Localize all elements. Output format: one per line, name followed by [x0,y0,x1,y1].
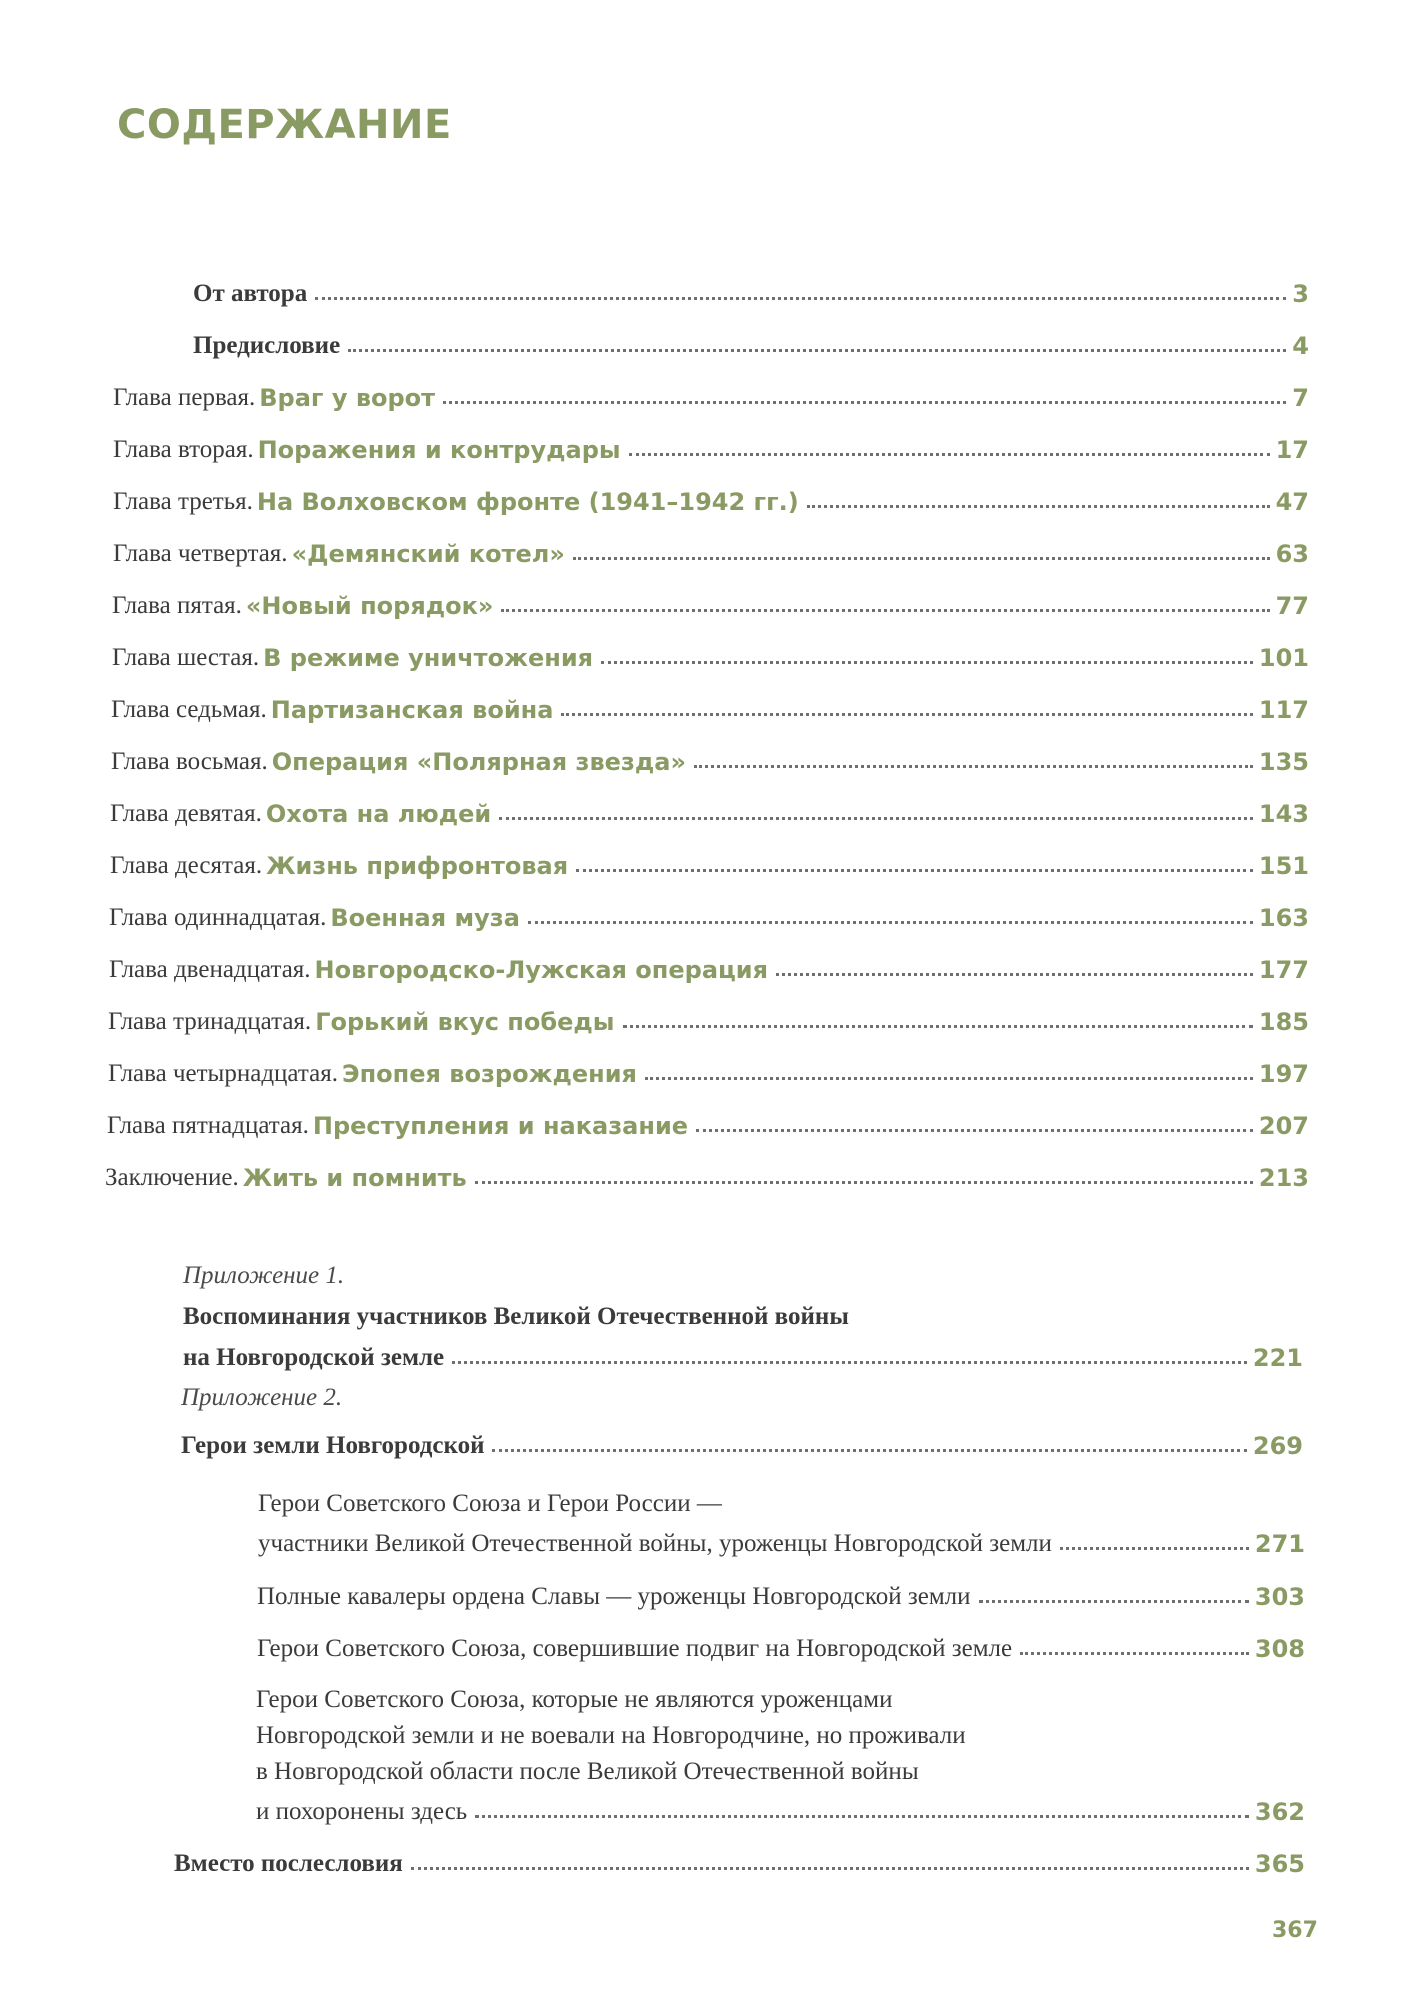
dot-leader [645,1077,1253,1080]
chapter-prefix: Глава десятая. [110,852,263,879]
dot-leader [561,713,1252,716]
toc-chapter-1[interactable] [113,372,1309,412]
page-number: 135 [1258,748,1309,776]
page-number: 269 [1252,1432,1303,1460]
toc-chapter-12[interactable] [109,944,1309,984]
chapter-title: Партизанская война [270,696,554,724]
page-number: 143 [1258,800,1309,828]
dot-leader [528,921,1253,924]
chapter-prefix: Глава седьмая. [111,696,267,723]
page-number: 7 [1292,384,1309,412]
dot-leader [1060,1547,1249,1550]
chapter-title: На Волховском фронте (1941–1942 гг.) [256,488,799,516]
chapter-prefix: Глава двенадцатая. [109,956,311,983]
toc-entry-author[interactable] [193,268,1309,308]
dot-leader [348,349,1286,352]
dot-leader [696,1129,1253,1132]
page-number: 4 [1292,332,1309,360]
dot-leader [629,453,1270,456]
entry-label: на Новгородской земле [183,1344,445,1371]
chapter-title: Жить и помнить [242,1164,467,1192]
page-number: 17 [1275,436,1309,464]
page-number: 3 [1292,280,1309,308]
page-number: 365 [1254,1850,1305,1878]
dot-leader [475,1181,1253,1184]
dot-leader [623,1025,1253,1028]
chapter-prefix: Глава третья. [113,488,253,515]
chapter-prefix: Глава пятая. [112,592,242,619]
entry-label: Герои Советского Союза, совершившие подвиг на Новгородской земле [257,1635,1013,1662]
chapter-prefix: Глава девятая. [110,800,262,827]
page-number: 271 [1254,1530,1305,1558]
toc-chapter-5[interactable] [112,580,1309,620]
toc-appendix-1[interactable] [183,1332,1303,1372]
toc-chapter-13[interactable] [108,996,1309,1036]
dot-leader [694,765,1253,768]
page-number: 47 [1275,488,1309,516]
toc-subentry-2[interactable] [257,1571,1305,1611]
page-number: 213 [1258,1164,1309,1192]
page-number: 362 [1254,1798,1305,1826]
toc-chapter-11[interactable] [109,892,1309,932]
chapter-title: Враг у ворот [259,384,436,412]
chapter-title: Новгородско-Лужская операция [314,956,769,984]
page-number: 221 [1252,1344,1303,1372]
page-number: 151 [1258,852,1309,880]
dot-leader [601,661,1253,664]
page-number: 163 [1258,904,1309,932]
toc-afterword[interactable] [174,1838,1305,1878]
chapter-prefix: Глава шестая. [112,644,260,671]
page-title: СОДЕРЖАНИЕ [117,102,452,148]
entry-label: и похоронены здесь [256,1798,468,1825]
chapter-title: Эпопея возрождения [341,1060,637,1088]
toc-conclusion[interactable] [105,1152,1309,1192]
chapter-prefix: Глава четвертая. [113,540,288,567]
chapter-title: Преступления и наказание [312,1112,689,1140]
chapter-title: Охота на людей [265,800,492,828]
appendix-1-title-line1: Воспоминания участников Великой Отечественной войны [183,1303,849,1330]
toc-subentry-4[interactable] [256,1786,1305,1826]
dot-leader [573,557,1270,560]
dot-leader [452,1361,1247,1364]
page-number: 77 [1275,592,1309,620]
toc-appendix-2[interactable] [181,1420,1303,1460]
entry-label: Вместо послесловия [174,1850,403,1877]
page-number: 197 [1258,1060,1309,1088]
dot-leader [411,1867,1249,1870]
chapter-title: «Демянский котел» [291,540,565,568]
appendix-1-label: Приложение 1. [183,1262,345,1289]
chapter-title: «Новый порядок» [245,592,494,620]
dot-leader [475,1815,1249,1818]
toc-chapter-8[interactable] [111,736,1309,776]
dot-leader [443,401,1286,404]
toc-subentry-3[interactable] [257,1623,1305,1663]
page-number: 303 [1254,1583,1305,1611]
toc-chapter-14[interactable] [108,1048,1309,1088]
entry-label: Предисловие [193,332,341,359]
chapter-prefix: Глава четырнадцатая. [108,1060,338,1087]
appendix-2-label: Приложение 2. [181,1384,343,1411]
chapter-title: Операция «Полярная звезда» [271,748,686,776]
toc-chapter-4[interactable] [113,528,1309,568]
dot-leader [501,609,1269,612]
subentry-4-line1: Герои Советского Союза, которые не являются уроженцами [256,1686,893,1713]
toc-chapter-9[interactable] [110,788,1309,828]
chapter-prefix: Глава тринадцатая. [108,1008,312,1035]
subentry-4-line2: Новгородской земли и не воевали на Новгородчине, но проживали [256,1722,966,1749]
subentry-1-line1: Герои Советского Союза и Герои России — [258,1490,722,1517]
dot-leader [1020,1652,1249,1655]
dot-leader [315,297,1286,300]
page-number: 101 [1258,644,1309,672]
chapter-title: В режиме уничтожения [263,644,594,672]
page-number: 207 [1258,1112,1309,1140]
dot-leader [492,1449,1246,1452]
toc-chapter-15[interactable] [107,1100,1309,1140]
entry-label: От автора [193,280,308,307]
chapter-title: Жизнь прифронтовая [266,852,569,880]
toc-chapter-7[interactable] [111,684,1309,724]
toc-chapter-3[interactable] [113,476,1309,516]
chapter-prefix: Глава восьмая. [111,748,268,775]
chapter-prefix: Глава пятнадцатая. [107,1112,309,1139]
entry-label: Герои земли Новгородской [181,1432,485,1459]
page-number: 63 [1275,540,1309,568]
entry-label: участники Великой Отечественной войны, уроженцы Новгородской земли [258,1530,1052,1557]
subentry-4-line3: в Новгородской области после Великой Отечественной войны [256,1758,919,1785]
dot-leader [979,1600,1249,1603]
folio-page-number: 367 [1272,1918,1318,1943]
chapter-prefix: Глава одиннадцатая. [109,904,327,931]
page-number: 117 [1258,696,1309,724]
dot-leader [576,869,1253,872]
toc-subentry-1[interactable] [258,1518,1305,1558]
chapter-prefix: Глава первая. [113,384,256,411]
entry-label: Полные кавалеры ордена Славы — уроженцы Новгородской земли [257,1583,971,1610]
page-number: 185 [1258,1008,1309,1036]
page-number: 177 [1258,956,1309,984]
toc-chapter-2[interactable] [113,424,1309,464]
page-number: 308 [1254,1635,1305,1663]
toc-chapter-10[interactable] [110,840,1309,880]
dot-leader [499,817,1253,820]
chapter-prefix: Заключение. [105,1164,239,1191]
chapter-title: Поражения и контрудары [257,436,621,464]
chapter-title: Горький вкус победы [315,1008,615,1036]
chapter-title: Военная муза [330,904,520,932]
dot-leader [776,973,1253,976]
chapter-prefix: Глава вторая. [113,436,254,463]
toc-entry-preface[interactable] [193,320,1309,360]
toc-chapter-6[interactable] [112,632,1309,672]
dot-leader [807,505,1270,508]
